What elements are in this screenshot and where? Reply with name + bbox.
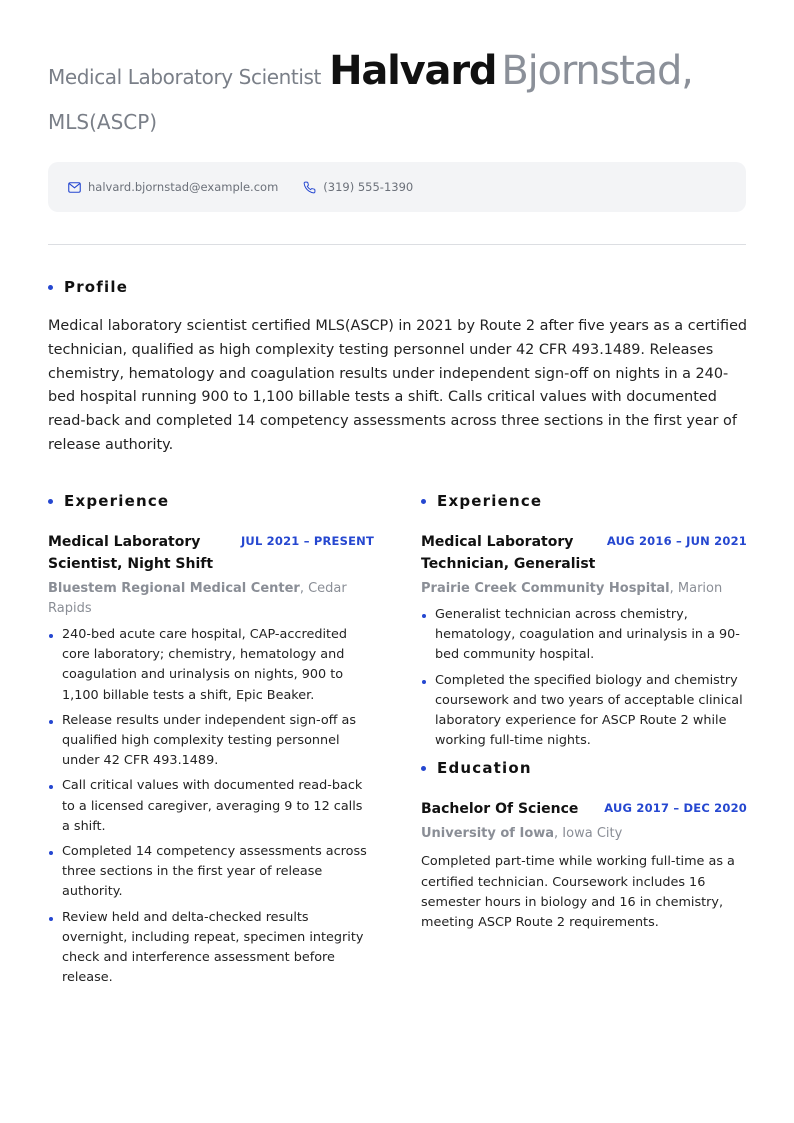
profile-heading-text: Profile (64, 278, 129, 296)
job-organization (48, 579, 374, 619)
education-dates: AUG 2017 – DEC 2020 (604, 801, 747, 816)
profile-section (48, 278, 748, 458)
list-item: Generalist technician across chemistry, hematology, coagulation and urinalysis in a 90-bed community hospital. (421, 605, 747, 666)
bullet-dot-icon (48, 499, 53, 504)
contact-bar (48, 162, 746, 212)
credential: MLS(ASCP) (48, 110, 158, 134)
mail-icon (68, 182, 81, 193)
school-name: University of Iowa (421, 826, 555, 842)
list-item: Completed 14 competency assessments across three sections in the first year of release authority. (48, 842, 374, 903)
job-organization (421, 579, 747, 599)
education-heading-text: Education (437, 759, 532, 778)
experience-heading (48, 492, 374, 510)
education-entry (421, 798, 747, 933)
job-bullets (48, 625, 374, 988)
right-column (421, 492, 747, 933)
list-item: Review held and delta-checked results overnight, including repeat, specimen integrity check and interference assessment before release. (48, 908, 374, 989)
employer-location: , Marion (669, 581, 723, 596)
last-name: Bjornstad, (501, 48, 693, 94)
experience-heading-text: Experience (64, 492, 170, 510)
education-heading (421, 759, 747, 777)
bullet-dot-icon (48, 285, 53, 290)
email-contact[interactable] (68, 180, 278, 194)
list-item: 240-bed acute care hospital, CAP-accredited core laboratory; chemistry, hematology and coagulation and urinalysis on nights, 900 to 1,100 billable tests a shift, Epic Beaker. (48, 625, 374, 706)
employer-location: , Cedar Rapids (48, 581, 347, 616)
first-name: Halvard (329, 48, 497, 94)
job-dates: JUL 2021 – PRESENT (240, 534, 374, 548)
phone-text: (319) 555-1390 (323, 180, 414, 194)
degree-title: Bachelor Of Science (421, 801, 579, 818)
resume-header (48, 46, 748, 135)
job-title: Medical Laboratory Technician, Generalist (421, 534, 596, 572)
job-title: Medical Laboratory Scientist, Night Shift (48, 534, 214, 572)
education-header (421, 798, 747, 820)
job-role: Medical Laboratory Scientist (48, 65, 321, 89)
list-item: Call critical values with documented read-back to a licensed caregiver, averaging 9 to 12 calls a shift. (48, 776, 374, 837)
phone-icon (303, 181, 316, 194)
job-dates: AUG 2016 – JUN 2021 (606, 534, 747, 548)
school-line (421, 824, 747, 844)
list-item: Release results under independent sign-off as qualified high complexity testing personnel under 42 CFR 493.1489. (48, 711, 374, 772)
profile-text: Medical laboratory scientist certified MLS(ASCP) in 2021 by Route 2 after five years as a certified technician, qualified as high complexity testing personnel under 42 CFR 493.1489. Releases chemistry, hematology and coagulation results under independent sign-off on nights in a 240-bed hospital running 900 to 1,100 billable tests a shift. Calls critical values with documented read-back and completed 14 competency assessments across three sections in the first year of release authority. (48, 318, 748, 453)
left-column (48, 492, 374, 993)
bullet-dot-icon (421, 766, 426, 771)
job-entry (48, 531, 374, 988)
experience-heading-text: Experience (437, 492, 543, 510)
name-line (48, 46, 748, 104)
job-entry (421, 531, 747, 751)
job-header (421, 531, 747, 575)
job-bullets (421, 605, 747, 751)
education-description: Completed part-time while working full-time as a certified technician. Coursework includes 16 semester hours in biology and 16 in chemistry, meeting ASCP Route 2 requirements. (421, 854, 735, 931)
employer-name: Prairie Creek Community Hospital (421, 581, 670, 596)
header-divider (48, 244, 746, 245)
email-text: halvard.bjornstad@example.com (88, 180, 279, 194)
experience-heading (421, 492, 747, 510)
phone-contact[interactable] (303, 180, 413, 194)
list-item: Completed the specified biology and chemistry coursework and two years of acceptable clinical laboratory experience for ASCP Route 2 while working full-time nights. (421, 671, 747, 752)
bullet-dot-icon (421, 499, 426, 504)
job-header (48, 531, 374, 575)
school-location: , Iowa City (554, 826, 623, 842)
employer-name: Bluestem Regional Medical Center (48, 581, 300, 596)
profile-heading (48, 278, 748, 296)
